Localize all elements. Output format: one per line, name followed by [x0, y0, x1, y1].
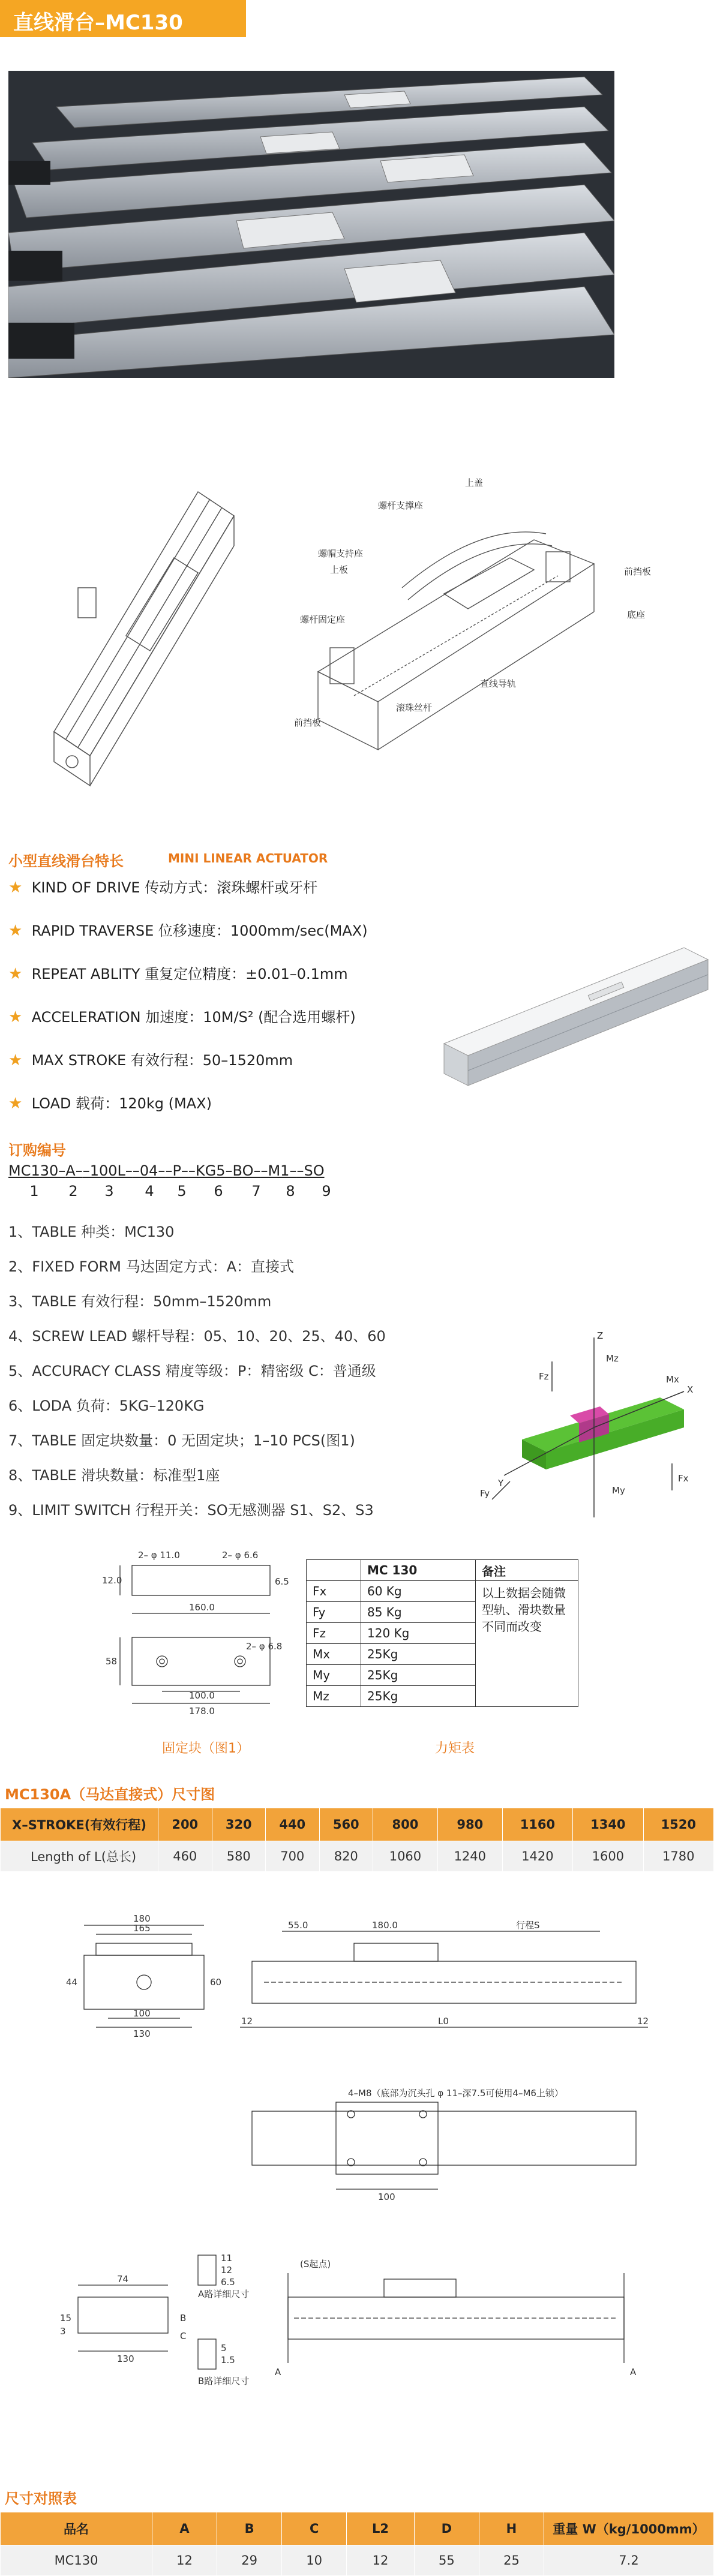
actuator-perspective-drawing	[18, 468, 270, 804]
order-code	[8, 1162, 380, 1204]
code-num: 8	[286, 1183, 295, 1200]
features-subtitle: MINI LINEAR ACTUATOR	[168, 851, 328, 865]
star-icon: ★	[8, 1095, 23, 1113]
order-item: 5、ACCURACY CLASS 精度等级：P：精密级 C：普通级	[8, 1363, 376, 1379]
order-item: 8、TABLE 滑块数量：标准型1座	[8, 1467, 220, 1484]
star-icon: ★	[8, 879, 23, 897]
feature-item: ★ MAX STROKE 有效行程：50–1520mm	[8, 1051, 293, 1069]
label-fx: Fx	[678, 1473, 689, 1484]
force-note: 以上数据会随微型轨、滑块数量不同而改变	[476, 1581, 578, 1707]
code-part: –M1–	[260, 1162, 297, 1179]
label-screw-fixed: 螺杆固定座	[300, 614, 346, 625]
dim-label: 12	[221, 2265, 233, 2276]
code-num: 7	[251, 1183, 261, 1200]
dim-label: 178.0	[189, 1706, 215, 1717]
code-num: 5	[177, 1183, 187, 1200]
origin-label: (S起点)	[300, 2259, 331, 2270]
label-linear-guide: 直线导轨	[480, 678, 517, 689]
features-title: 小型直线滑台特长	[8, 853, 124, 870]
code-part: BO–	[232, 1162, 261, 1179]
size-table-title: 尺寸对照表	[5, 2490, 77, 2507]
label-mz: Mz	[606, 1353, 619, 1364]
dim-label: 12.0	[102, 1575, 122, 1586]
force-table: MC 130 备注 Fx 60 Kg 以上数据会随微型轨、滑块数量不同而改变 Fy 85 Kg Fz 120 Kg Mx 25Kg My 25Kg Mz 25Kg	[306, 1559, 578, 1707]
dim-label: 74	[117, 2274, 129, 2285]
dim-label: 11	[221, 2253, 233, 2264]
code-num: 6	[214, 1183, 223, 1200]
dim-label: 44	[66, 1977, 78, 1988]
label-top-cover: 上盖	[465, 477, 484, 488]
code-num: 2	[68, 1183, 78, 1200]
label-ball-screw: 滚珠丝杆	[396, 702, 433, 713]
dim-label: 2– φ 6.6	[222, 1550, 259, 1561]
dim-label: 100.0	[189, 1690, 215, 1701]
dim-label: 行程S	[516, 1920, 540, 1931]
dim-label: 130	[117, 2353, 134, 2364]
dim-label: 100	[133, 2008, 151, 2019]
fixed-block-drawing	[102, 1547, 300, 1727]
dim-label: 3	[60, 2326, 66, 2337]
feature-item: ★ REPEAT ABLITY 重复定位精度：±0.01–0.1mm	[8, 965, 348, 983]
star-icon: ★	[8, 965, 23, 983]
dim-label: 1.5	[221, 2355, 235, 2365]
page-title: 直线滑台–MC130	[13, 11, 183, 35]
order-list	[8, 1220, 428, 1532]
code-part: MC130–	[8, 1162, 66, 1179]
axis-z: Z	[597, 1330, 604, 1341]
feature-item: ★ ACCELERATION 加速度：10M/S² (配合选用螺杆)	[8, 1008, 356, 1026]
order-item: 9、LIMIT SWITCH 行程开关：SO无感测器 S1、S2、S3	[8, 1502, 374, 1519]
axis-y: Y	[498, 1478, 504, 1489]
dim-label: 100	[378, 2192, 395, 2202]
label-base: 底座	[627, 609, 646, 620]
code-num: 9	[322, 1183, 331, 1200]
dimension-drawings	[0, 1907, 720, 2471]
feature-item: ★ LOAD 载荷：120kg (MAX)	[8, 1095, 212, 1113]
fixed-block-caption: 固定块（图1）	[162, 1741, 250, 1756]
code-part: –04–	[132, 1162, 166, 1179]
feature-item: ★ RAPID TRAVERSE 位移速度：1000mm/sec(MAX)	[8, 922, 368, 940]
code-part: –100L–	[82, 1162, 133, 1179]
dim-label: 4–M8（底部为沉头孔 φ 11–深7.5可使用4–M6上锁）	[348, 2088, 563, 2099]
dim-label: 60	[210, 1977, 222, 1988]
label-screw-holder: 螺帽支持座	[318, 548, 364, 559]
order-item: 4、SCREW LEAD 螺杆导程：05、10、20、25、40、60	[8, 1328, 386, 1345]
dim-label: 12	[637, 2016, 649, 2027]
label-mx: Mx	[666, 1374, 679, 1385]
code-part: A–	[65, 1162, 83, 1179]
code-num: 4	[145, 1183, 154, 1200]
dim-label: B	[180, 2313, 187, 2323]
detail-a-label: A路详细尺寸	[198, 2289, 250, 2300]
dim-label: C	[180, 2331, 187, 2341]
label-top-plate: 上板	[330, 564, 349, 575]
dim-label: 55.0	[288, 1920, 308, 1931]
star-icon: ★	[8, 1051, 23, 1069]
dim-label: A	[630, 2367, 637, 2377]
order-item: 3、TABLE 有效行程：50mm–1520mm	[8, 1293, 272, 1310]
detail-b-label: B路详细尺寸	[198, 2376, 250, 2386]
label-fz: Fz	[539, 1371, 549, 1382]
order-item: 6、LODA 负荷：5KG–120KG	[8, 1397, 205, 1414]
dim-label: 6.5	[275, 1576, 289, 1587]
dim-label: 130	[133, 2028, 151, 2039]
axis-x: X	[687, 1384, 694, 1395]
code-part: –KG5–	[188, 1162, 233, 1179]
stroke-table: X–STROKE(有效行程) 200 320 440 560 800 980 1160 1340 1520 Length of L(总长) 460 580 700 820 1060 1240 1420 1600 1780	[0, 1808, 714, 1872]
size-table: 品名 A B C L2 D H 重量 W（kg/1000mm） MC130 12 29 10 12 55 25 7.2	[0, 2512, 714, 2576]
dim-label: 160.0	[189, 1602, 215, 1613]
order-item: 2、FIXED FORM 马达固定方式：A：直接式	[8, 1258, 294, 1275]
order-item: 1、TABLE 种类：MC130	[8, 1224, 175, 1240]
code-part: –SO	[296, 1162, 325, 1179]
dim-label: 2– φ 6.8	[246, 1641, 283, 1652]
force-table-caption: 力矩表	[435, 1741, 475, 1756]
dim-label: 15	[60, 2313, 72, 2323]
star-icon: ★	[8, 1008, 23, 1026]
exploded-view-drawing	[282, 468, 696, 804]
dim-label: 165	[133, 1923, 151, 1934]
product-render	[432, 936, 714, 1110]
force-axes-diagram	[468, 1325, 708, 1529]
order-title: 订购编号	[8, 1142, 66, 1159]
dim-label: 12	[241, 2016, 253, 2027]
dim-label: 180	[133, 1913, 151, 1924]
product-photo	[8, 71, 614, 378]
photo-illustration	[8, 71, 614, 378]
code-num: 3	[104, 1183, 114, 1200]
star-icon: ★	[8, 922, 23, 940]
order-item: 7、TABLE 固定块数量：0 无固定块；1–10 PCS(图1)	[8, 1432, 355, 1449]
label-screw-support: 螺杆支撑座	[378, 500, 424, 511]
label-fy: Fy	[480, 1488, 490, 1499]
label-front-block: 前挡板	[624, 566, 652, 577]
stroke-table-title: MC130A（马达直接式）尺寸图	[5, 1786, 215, 1803]
dim-label: 5	[221, 2343, 227, 2353]
feature-item: ★ KIND OF DRIVE 传动方式：滚珠螺杆或牙杆	[8, 879, 318, 897]
dim-label: A	[275, 2367, 281, 2377]
code-num: 1	[29, 1183, 39, 1200]
dim-label: 6.5	[221, 2277, 235, 2288]
dim-label: 180.0	[372, 1920, 398, 1931]
dim-label: L0	[438, 2016, 449, 2027]
label-my: My	[612, 1485, 625, 1496]
dim-label: 2– φ 11.0	[138, 1550, 180, 1561]
label-front-plate: 前挡板	[294, 717, 322, 728]
code-part: –P–	[165, 1162, 188, 1179]
dim-label: 58	[106, 1656, 118, 1667]
page-title-bar	[0, 0, 246, 37]
